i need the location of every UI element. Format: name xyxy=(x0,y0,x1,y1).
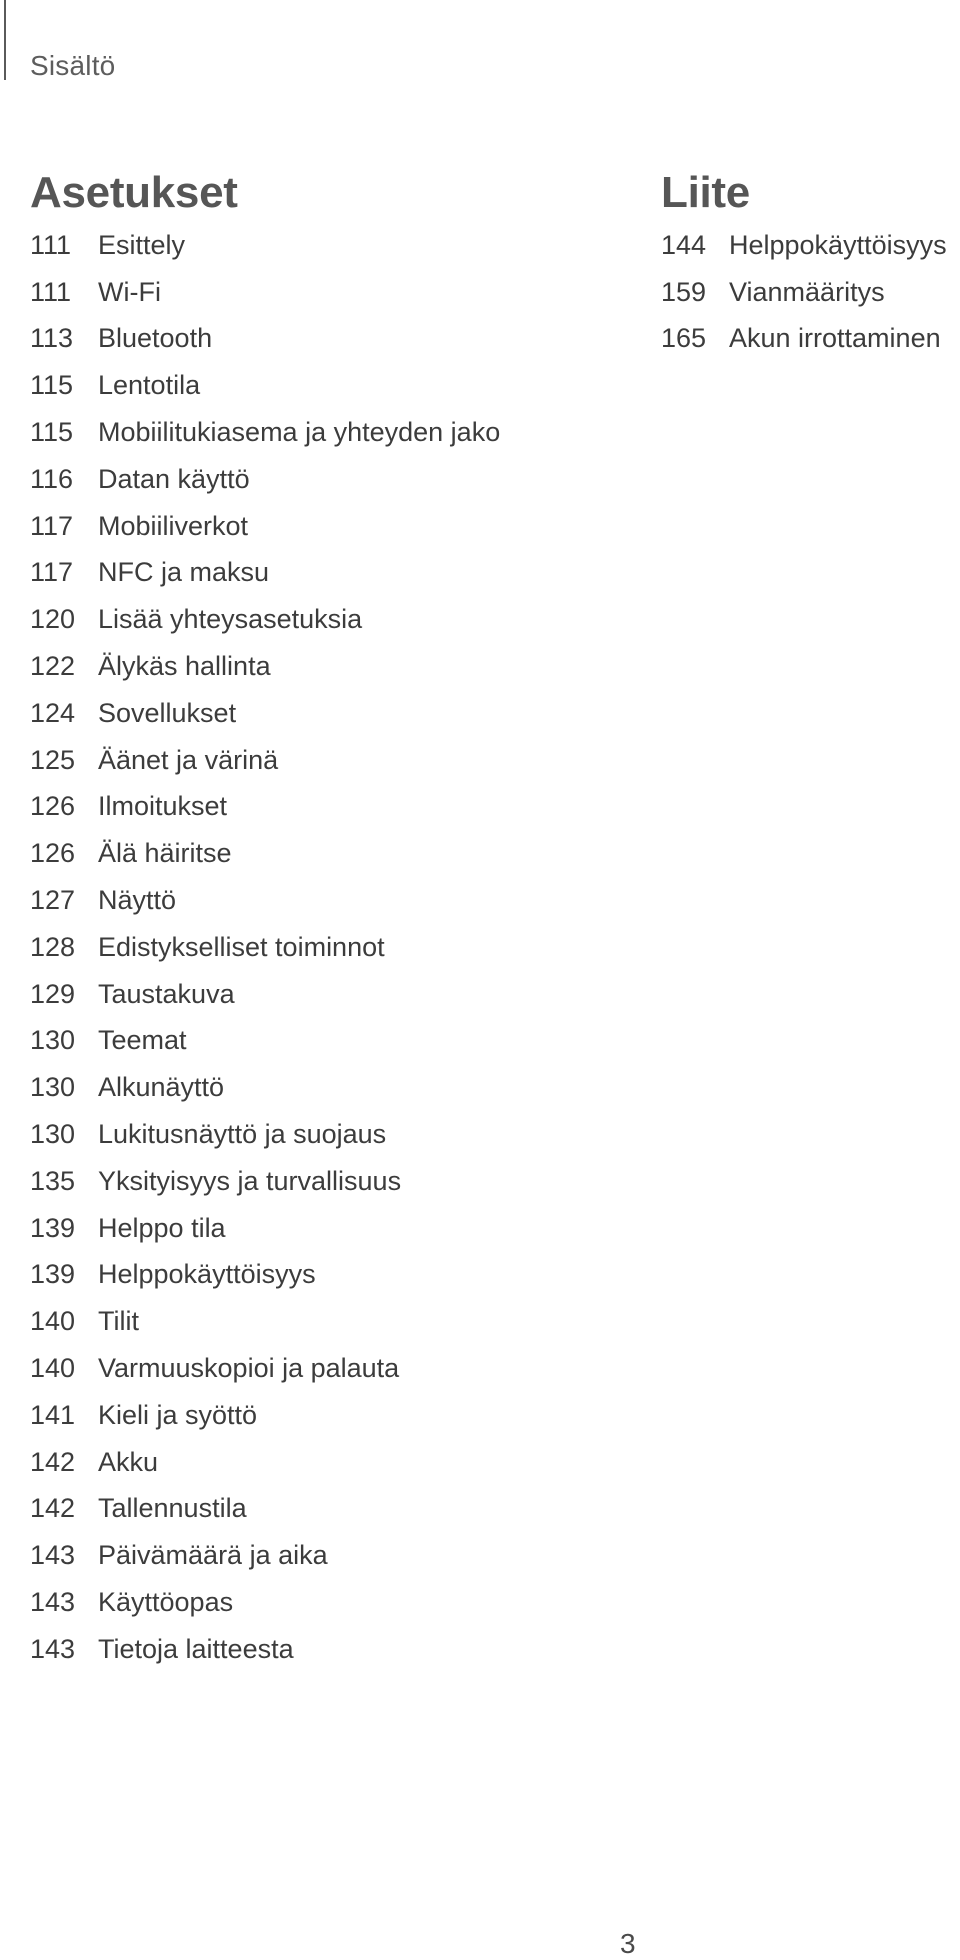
toc-entry-label: Helppo tila xyxy=(98,1212,226,1243)
toc-entry-label: Älykäs hallinta xyxy=(98,651,271,682)
toc-page-number: 111 xyxy=(30,229,72,260)
toc-page-number: 143 xyxy=(30,1633,76,1664)
toc-entry[interactable] xyxy=(30,737,500,784)
toc-page-number: 142 xyxy=(30,1493,76,1524)
toc-entry-label: Datan käyttö xyxy=(98,463,250,494)
toc-entry[interactable] xyxy=(30,1205,500,1252)
toc-entry-label: Teemat xyxy=(98,1025,187,1056)
toc-page-number: 142 xyxy=(30,1446,76,1477)
toc-entry-label: Käyttöopas xyxy=(98,1587,234,1617)
toc-page-number: 126 xyxy=(30,838,76,869)
toc-page-number: 128 xyxy=(30,931,76,962)
toc-page-number: 117 xyxy=(30,557,74,588)
toc-page-number: 165 xyxy=(661,323,707,354)
page-number: 3 xyxy=(620,1928,636,1959)
toc-entry-label: Wi-Fi xyxy=(98,276,161,307)
toc-entry-label: Sovellukset xyxy=(98,697,237,728)
toc-page-number: 135 xyxy=(30,1165,76,1196)
toc-entry[interactable] xyxy=(30,1158,500,1205)
toc-entry[interactable] xyxy=(30,643,500,690)
toc-entry-label: Alkunäyttö xyxy=(98,1072,225,1103)
toc-list-liite xyxy=(661,222,947,362)
toc-entry[interactable] xyxy=(30,1064,500,1111)
toc-entry[interactable] xyxy=(30,1252,500,1299)
toc-page-number: 113 xyxy=(30,323,74,354)
toc-entry-label: Helppokäyttöisyys xyxy=(98,1259,316,1290)
toc-entry[interactable] xyxy=(30,269,500,316)
toc-entry-label: Edistykselliset toiminnot xyxy=(98,931,385,962)
toc-entry-label: Älä häiritse xyxy=(98,838,232,869)
toc-entry[interactable] xyxy=(30,1439,500,1486)
toc-entry[interactable] xyxy=(30,1345,500,1392)
toc-entry-label: Kieli ja syöttö xyxy=(98,1399,258,1430)
toc-page-number: 140 xyxy=(30,1353,76,1384)
toc-entry[interactable] xyxy=(30,1626,500,1673)
toc-page-number: 144 xyxy=(661,229,707,260)
toc-entry[interactable] xyxy=(30,222,500,269)
toc-entry[interactable] xyxy=(30,971,500,1018)
toc-page-number: 139 xyxy=(30,1212,76,1243)
section-title-asetukset: Asetukset xyxy=(30,168,238,217)
toc-page-number: 130 xyxy=(30,1072,76,1103)
toc-entry[interactable] xyxy=(30,924,500,971)
toc-entry-label: Lukitusnäyttö ja suojaus xyxy=(98,1119,387,1150)
toc-entry-label: Äänet ja värinä xyxy=(98,744,279,775)
toc-page-number: 126 xyxy=(30,791,76,822)
toc-entry[interactable] xyxy=(30,362,500,409)
toc-entry-label: Taustakuva xyxy=(98,978,235,1009)
toc-page-number: 127 xyxy=(30,885,76,916)
toc-entry-label: Lisää yhteysasetuksia xyxy=(98,604,363,635)
toc-entry[interactable] xyxy=(30,784,500,831)
toc-entry[interactable] xyxy=(30,316,500,363)
toc-entry[interactable] xyxy=(30,1111,500,1158)
page-edge-rule xyxy=(4,0,6,80)
toc-page-number: 111 xyxy=(30,276,72,307)
toc-page-number: 143 xyxy=(30,1540,76,1571)
toc-page-number: 141 xyxy=(30,1399,76,1430)
toc-entry[interactable] xyxy=(30,1579,500,1626)
toc-entry[interactable] xyxy=(30,1532,500,1579)
toc-page-number: 125 xyxy=(30,744,76,775)
toc-page-number: 120 xyxy=(30,604,76,635)
toc-entry-label: NFC ja maksu xyxy=(98,557,270,588)
toc-entry[interactable] xyxy=(30,830,500,877)
toc-entry-label: Mobiilitukiasema ja yhteyden jako xyxy=(98,417,501,448)
toc-entry-label: Vianmääritys xyxy=(729,276,885,307)
toc-page-number: 124 xyxy=(30,697,76,728)
toc-entry-label: Tilit xyxy=(98,1306,139,1337)
toc-page-number: 117 xyxy=(30,510,74,541)
section-title-liite: Liite xyxy=(661,168,750,217)
toc-entry[interactable] xyxy=(661,269,947,316)
toc-entry[interactable] xyxy=(30,1298,500,1345)
toc-entry-label: Päivämäärä ja aika xyxy=(98,1540,328,1571)
toc-page-number: 130 xyxy=(30,1119,76,1150)
toc-entry[interactable] xyxy=(30,456,500,503)
toc-entry[interactable] xyxy=(661,222,947,269)
toc-page-number: 140 xyxy=(30,1306,76,1337)
toc-entry-label: Helppokäyttöisyys xyxy=(729,229,947,260)
toc-page-number: 115 xyxy=(30,417,74,448)
toc-entry-label: Lentotila xyxy=(98,370,201,401)
toc-entry[interactable] xyxy=(30,550,500,597)
toc-entry-label: Yksityisyys ja turvallisuus xyxy=(98,1165,402,1196)
toc-page-number: 115 xyxy=(30,370,74,401)
toc-page-number: 159 xyxy=(661,276,707,307)
toc-entry[interactable] xyxy=(30,1392,500,1439)
toc-page-number: 130 xyxy=(30,1025,76,1056)
toc-list-asetukset xyxy=(30,222,500,1673)
toc-entry[interactable] xyxy=(30,409,500,456)
toc-entry-label: Mobiiliverkot xyxy=(98,510,249,541)
section-asetukset xyxy=(30,163,500,1673)
toc-entry[interactable] xyxy=(30,596,500,643)
toc-entry[interactable] xyxy=(30,503,500,550)
toc-entry-label: Näyttö xyxy=(98,885,177,916)
toc-entry-label: Tallennustila xyxy=(98,1493,247,1524)
toc-entry[interactable] xyxy=(30,690,500,737)
toc-entry-label: Ilmoitukset xyxy=(98,791,228,822)
toc-entry[interactable] xyxy=(30,1018,500,1065)
toc-entry[interactable] xyxy=(30,1486,500,1533)
toc-page-number: 129 xyxy=(30,978,76,1009)
toc-entry-label: Bluetooth xyxy=(98,323,213,354)
toc-page-number: 122 xyxy=(30,651,76,682)
toc-entry-label: Varmuuskopioi ja palauta xyxy=(98,1353,400,1384)
toc-entry[interactable] xyxy=(661,316,947,363)
toc-page-number: 139 xyxy=(30,1259,76,1290)
toc-page-number: 116 xyxy=(30,463,74,494)
toc-entry-label: Akku xyxy=(98,1446,159,1477)
toc-page-number: 143 xyxy=(30,1587,76,1617)
running-header: Sisältö xyxy=(30,50,116,81)
section-liite xyxy=(661,163,947,362)
toc-entry-label: Esittely xyxy=(98,229,186,260)
toc-entry-label: Tietoja laitteesta xyxy=(98,1633,294,1664)
toc-entry-label: Akun irrottaminen xyxy=(729,323,941,354)
toc-entry[interactable] xyxy=(30,877,500,924)
